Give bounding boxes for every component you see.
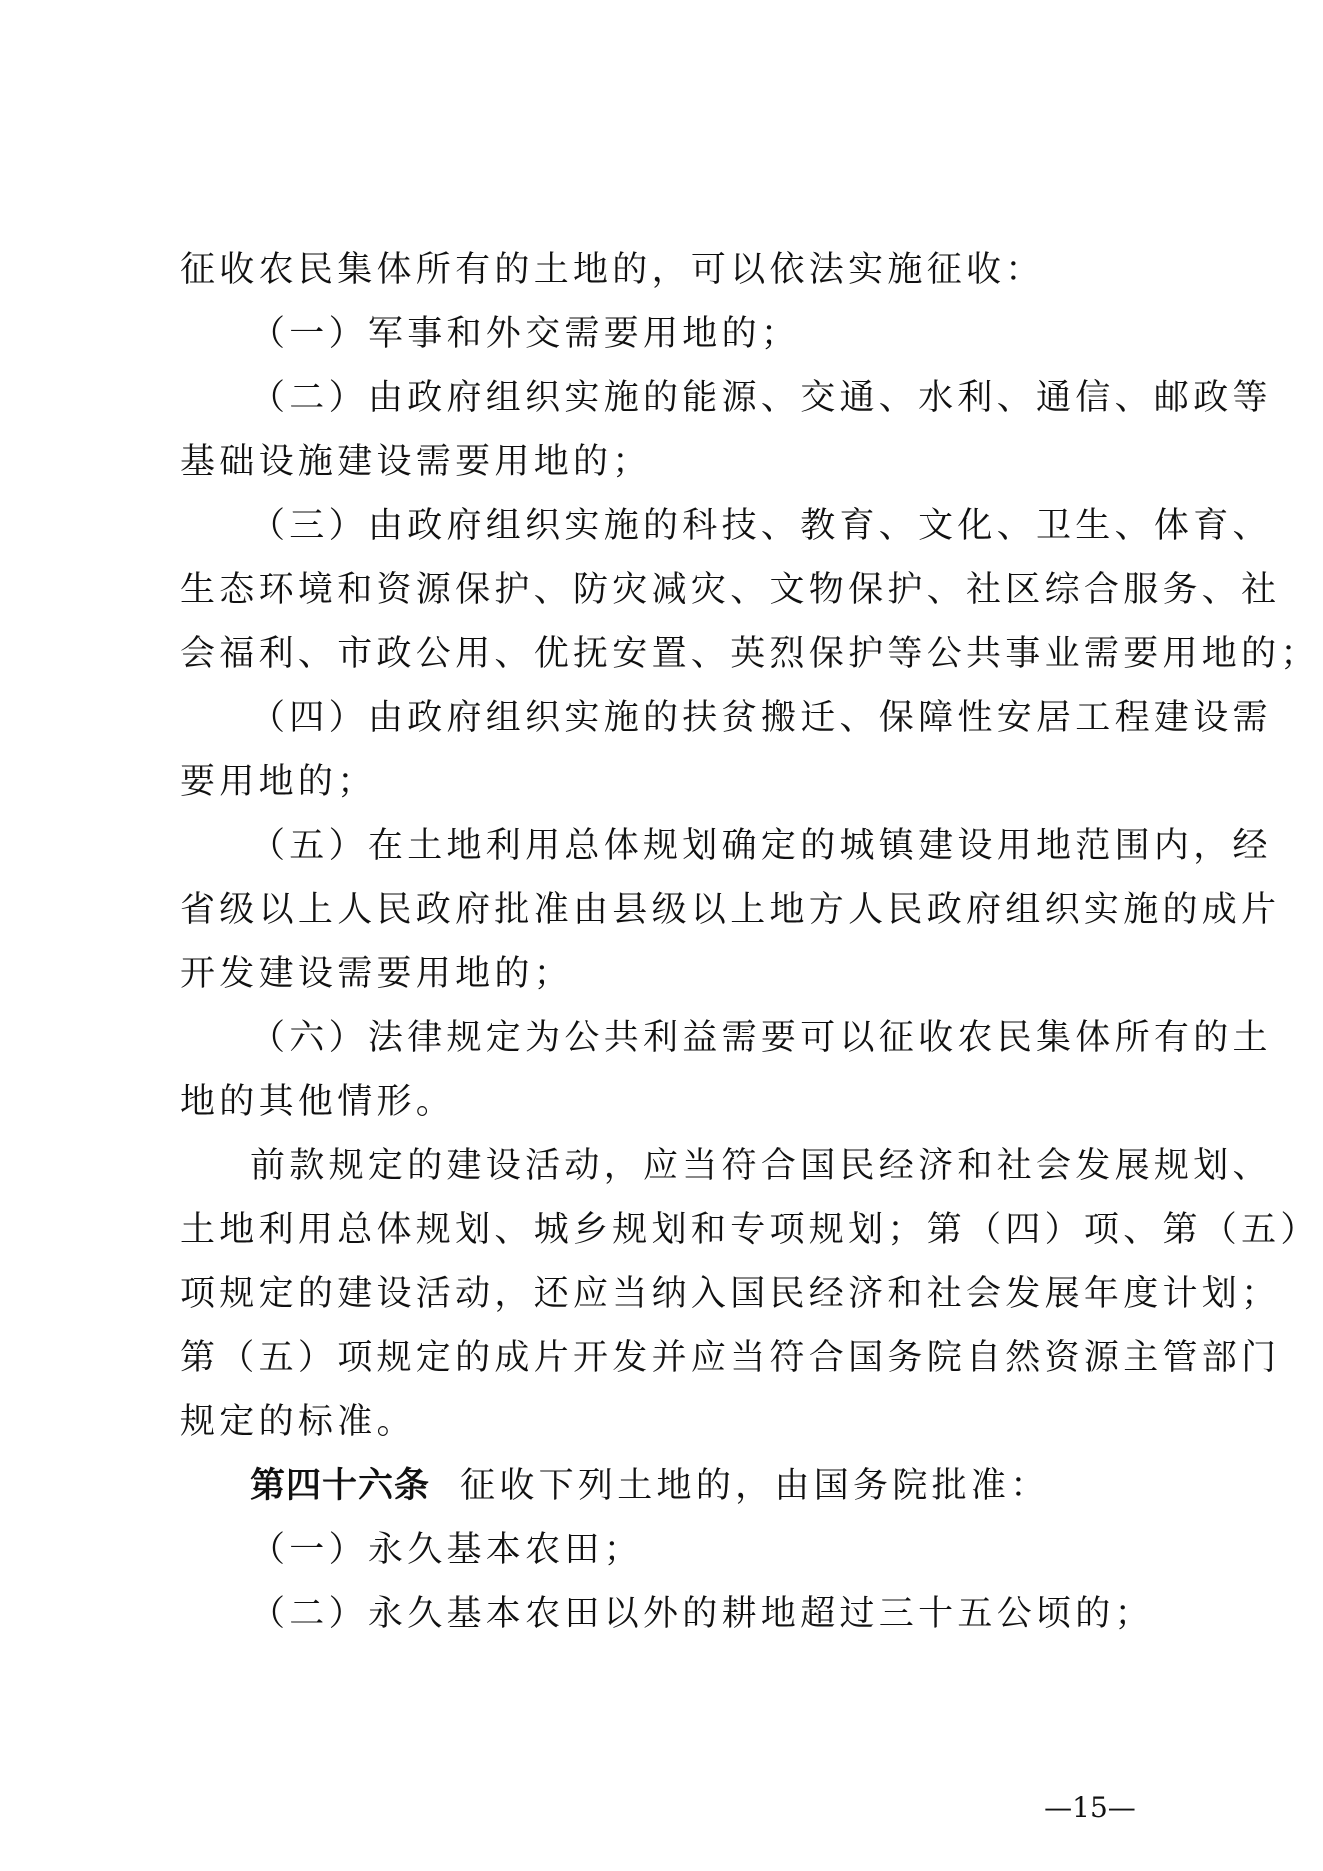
text-line: 地的其他情形。 xyxy=(180,1082,456,1122)
text-line: （二）由政府组织实施的能源、交通、水利、通信、邮政等 xyxy=(250,378,1272,418)
text-line: 第（五）项规定的成片开发并应当符合国务院自然资源主管部门 xyxy=(180,1338,1281,1378)
text-line: 基础设施建设需要用地的； xyxy=(180,442,652,482)
page-number: —15— xyxy=(1044,1791,1136,1824)
text-line: 前款规定的建设活动，应当符合国民经济和社会发展规划、 xyxy=(250,1146,1272,1186)
text-line: （六）法律规定为公共利益需要可以征收农民集体所有的土 xyxy=(250,1018,1272,1058)
text-line: （一）永久基本农田； xyxy=(250,1530,644,1570)
text-line: （三）由政府组织实施的科技、教育、文化、卫生、体育、 xyxy=(250,506,1272,546)
text-line: （五）在土地利用总体规划确定的城镇建设用地范围内，经 xyxy=(250,826,1272,866)
text-line: 生态环境和资源保护、防灾减灾、文物保护、社区综合服务、社 xyxy=(180,570,1281,610)
text-line: 土地利用总体规划、城乡规划和专项规划；第（四）项、第（五） xyxy=(180,1210,1320,1250)
text-line: 项规定的建设活动，还应当纳入国民经济和社会发展年度计划； xyxy=(180,1274,1281,1314)
text-line: （四）由政府组织实施的扶贫搬迁、保障性安居工程建设需 xyxy=(250,698,1272,738)
text-line: 会福利、市政公用、优抚安置、英烈保护等公共事业需要用地的； xyxy=(180,634,1320,674)
text-line: 规定的标准。 xyxy=(180,1402,416,1442)
text-line: （二）永久基本农田以外的耕地超过三十五公顷的； xyxy=(250,1594,1154,1634)
article-line xyxy=(250,1456,1180,1516)
text-line: 省级以上人民政府批准由县级以上地方人民政府组织实施的成片 xyxy=(180,890,1281,930)
text-line: 开发建设需要用地的； xyxy=(180,954,574,994)
article-number: 第四十六条 xyxy=(250,1466,431,1506)
article-text: 征收下列土地的，由国务院批准： xyxy=(460,1466,1050,1506)
text-line: （一）军事和外交需要用地的； xyxy=(250,314,801,354)
text-line: 要用地的； xyxy=(180,762,377,802)
text-line: 征收农民集体所有的土地的，可以依法实施征收： xyxy=(180,250,1045,290)
